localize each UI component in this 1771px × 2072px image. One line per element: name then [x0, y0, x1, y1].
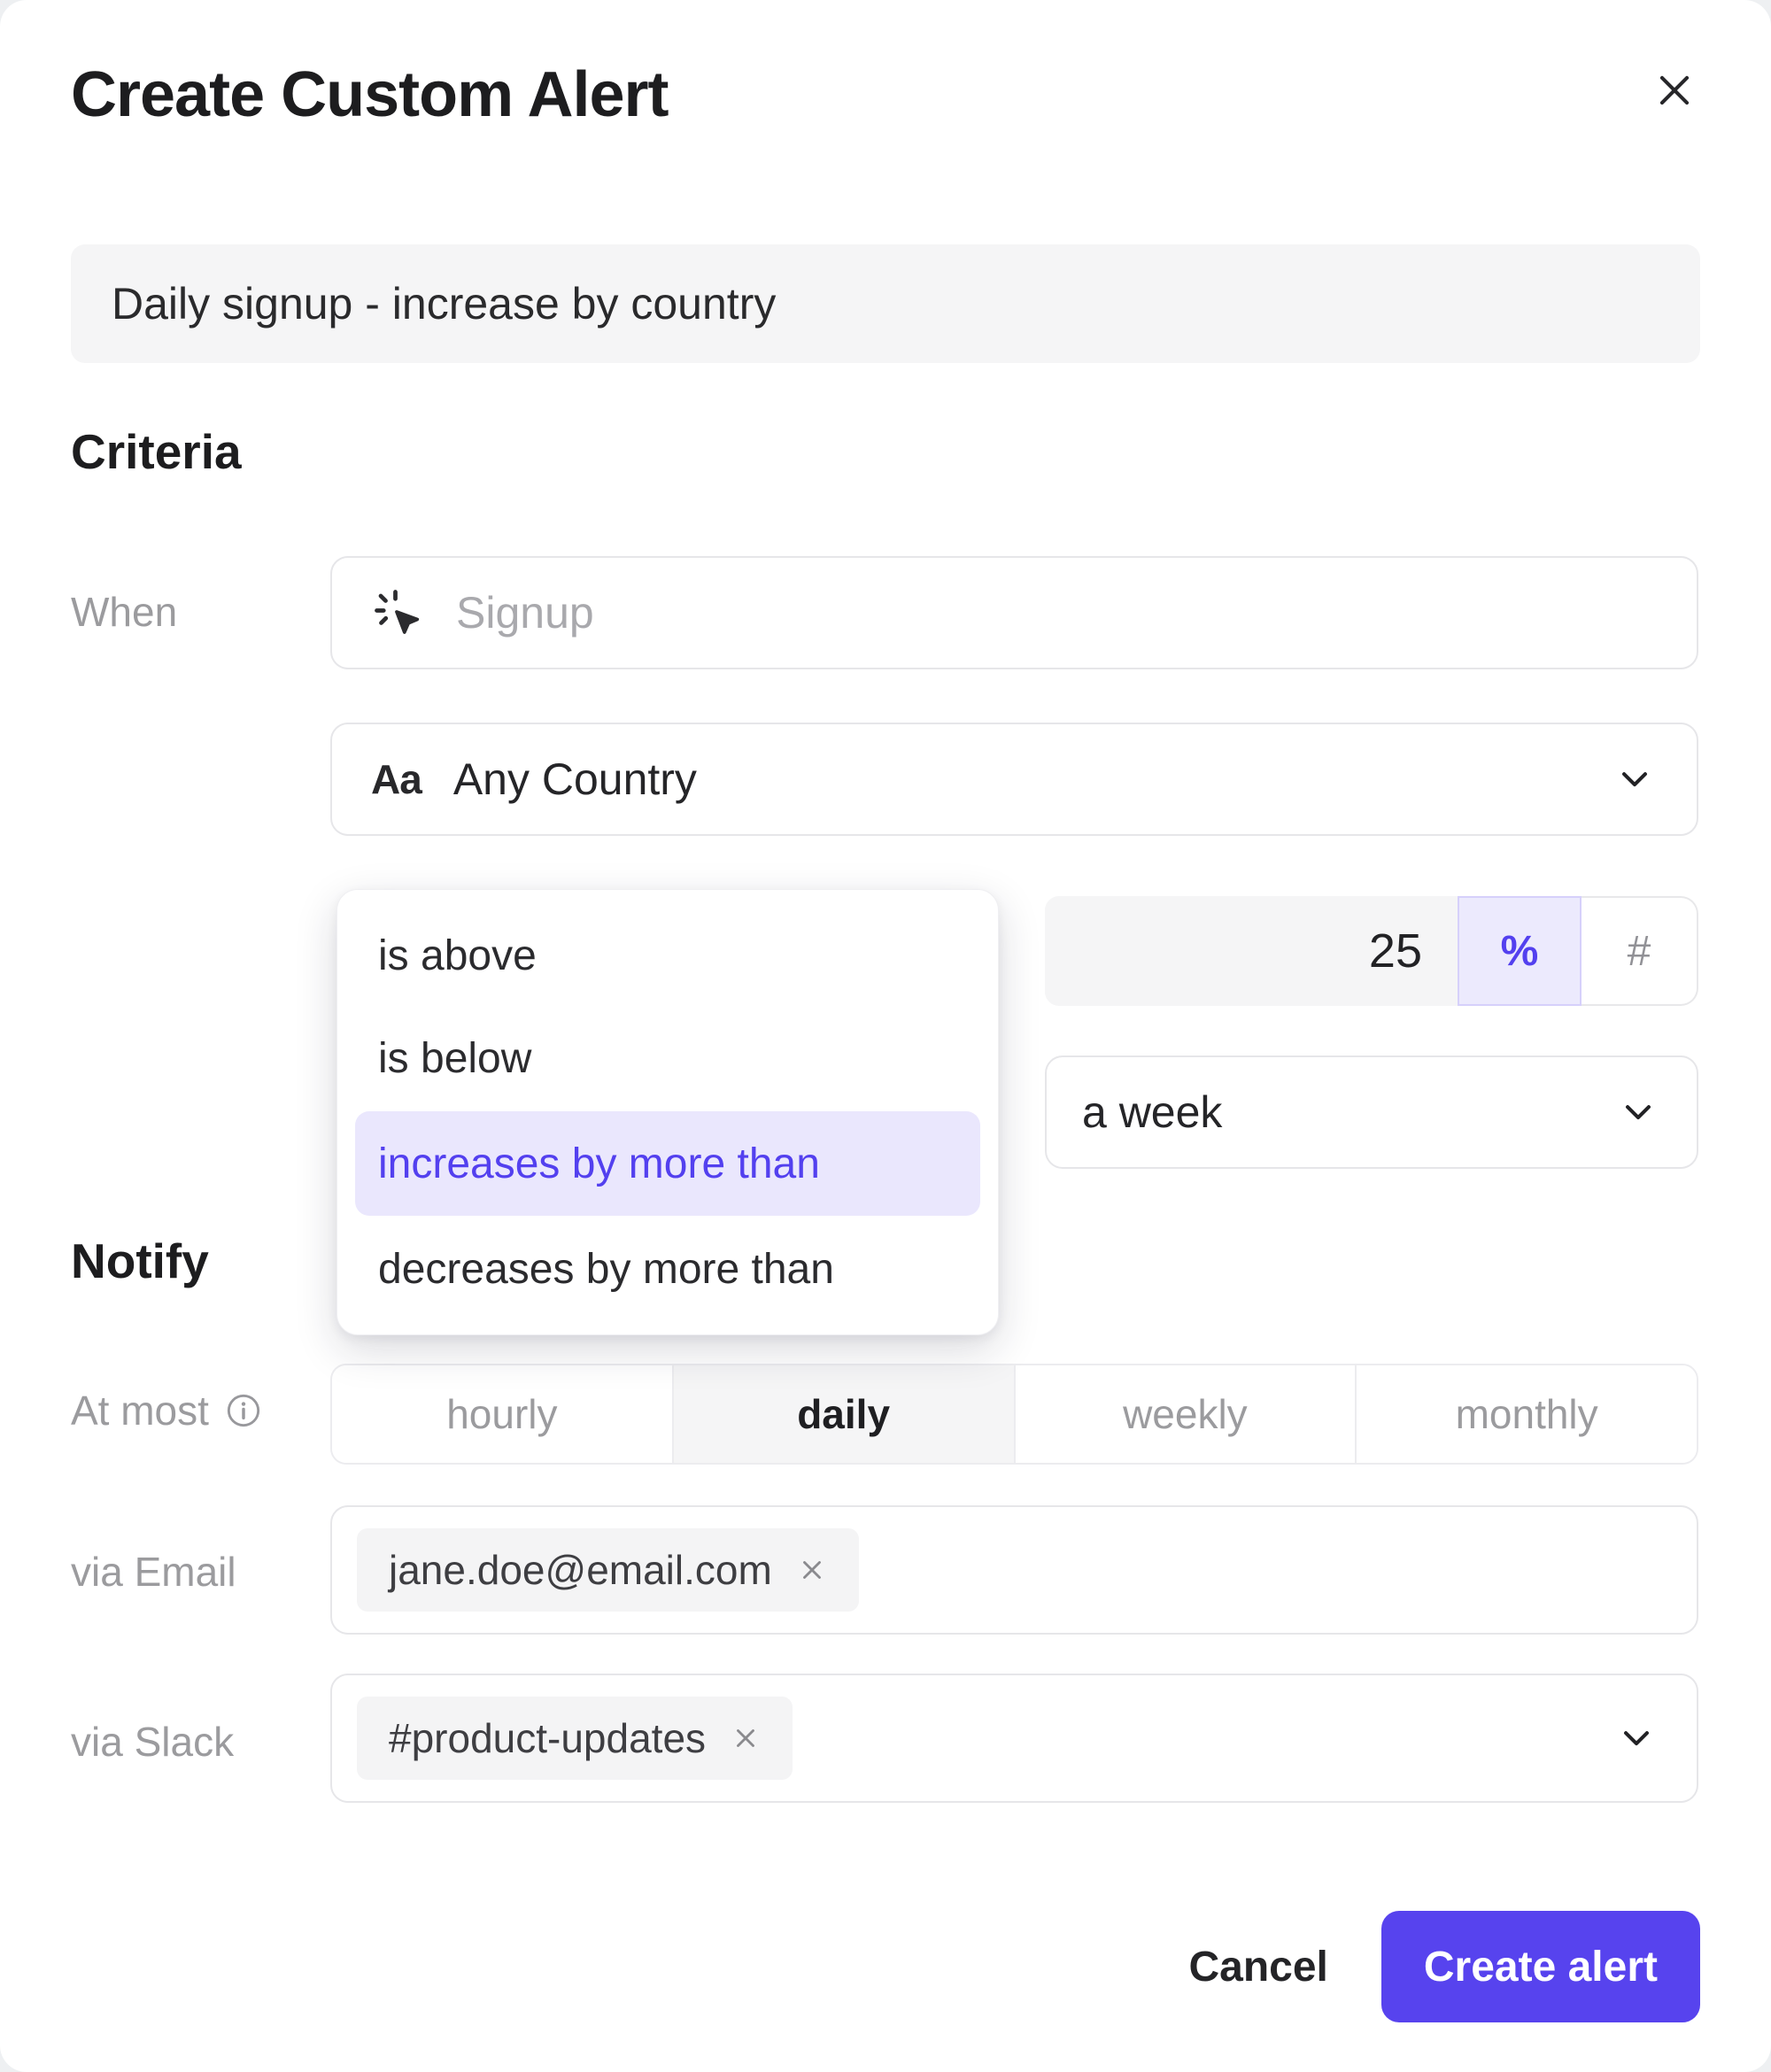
cancel-button[interactable]: Cancel	[1188, 1943, 1328, 1991]
chevron-down-icon	[1615, 1089, 1661, 1135]
info-icon[interactable]	[223, 1390, 264, 1431]
when-label: When	[71, 589, 178, 635]
frequency-option-hourly[interactable]: hourly	[332, 1365, 672, 1463]
threshold-group	[1045, 896, 1698, 1006]
slack-chip	[357, 1697, 793, 1780]
unit-number-toggle[interactable]: #	[1582, 896, 1698, 1006]
country-select[interactable]	[330, 723, 1698, 836]
frequency-option-monthly[interactable]: monthly	[1355, 1365, 1697, 1463]
chevron-down-icon	[1613, 1715, 1659, 1761]
page-title: Create Custom Alert	[71, 59, 669, 130]
at-most-label-text: At most	[71, 1388, 209, 1434]
footer-actions	[1188, 1911, 1700, 2022]
unit-percent-toggle[interactable]: %	[1458, 896, 1582, 1006]
frequency-segmented-control	[330, 1364, 1698, 1465]
email-chip	[357, 1528, 859, 1612]
chevron-down-icon	[1612, 756, 1658, 802]
text-aa-icon: Aa	[371, 756, 421, 802]
notify-heading: Notify	[71, 1233, 209, 1288]
slack-chip-text: #product-updates	[389, 1715, 707, 1761]
close-icon	[1649, 65, 1700, 119]
event-input[interactable]	[456, 587, 1658, 638]
cursor-click-icon	[371, 586, 424, 639]
condition-option-is-above[interactable]: is above	[378, 932, 537, 979]
threshold-input[interactable]	[1045, 924, 1458, 978]
condition-option-decreases-by-more-than[interactable]: decreases by more than	[378, 1245, 834, 1293]
via-email-label: via Email	[71, 1549, 236, 1595]
condition-option-increases-by-more-than[interactable]: increases by more than	[355, 1111, 980, 1216]
threshold-number-box	[1045, 896, 1458, 1006]
period-select[interactable]	[1045, 1055, 1698, 1169]
via-slack-label: via Slack	[71, 1719, 235, 1765]
period-select-value: a week	[1082, 1087, 1223, 1137]
event-field[interactable]	[330, 556, 1698, 669]
remove-email-icon[interactable]	[797, 1555, 827, 1585]
alert-name-input[interactable]	[71, 244, 1700, 363]
email-recipients-field[interactable]	[330, 1505, 1698, 1635]
country-select-value: Any Country	[452, 754, 697, 804]
frequency-option-weekly[interactable]: weekly	[1014, 1365, 1356, 1463]
at-most-label	[71, 1387, 264, 1434]
condition-dropdown-menu	[336, 889, 999, 1335]
email-chip-text: jane.doe@email.com	[389, 1547, 772, 1593]
close-button[interactable]	[1645, 62, 1704, 120]
create-alert-button[interactable]: Create alert	[1381, 1911, 1700, 2022]
slack-channels-field[interactable]	[330, 1674, 1698, 1803]
frequency-option-daily[interactable]: daily	[672, 1365, 1014, 1463]
remove-slack-icon[interactable]	[731, 1723, 761, 1753]
criteria-heading: Criteria	[71, 424, 242, 479]
condition-option-is-below[interactable]: is below	[378, 1034, 532, 1082]
